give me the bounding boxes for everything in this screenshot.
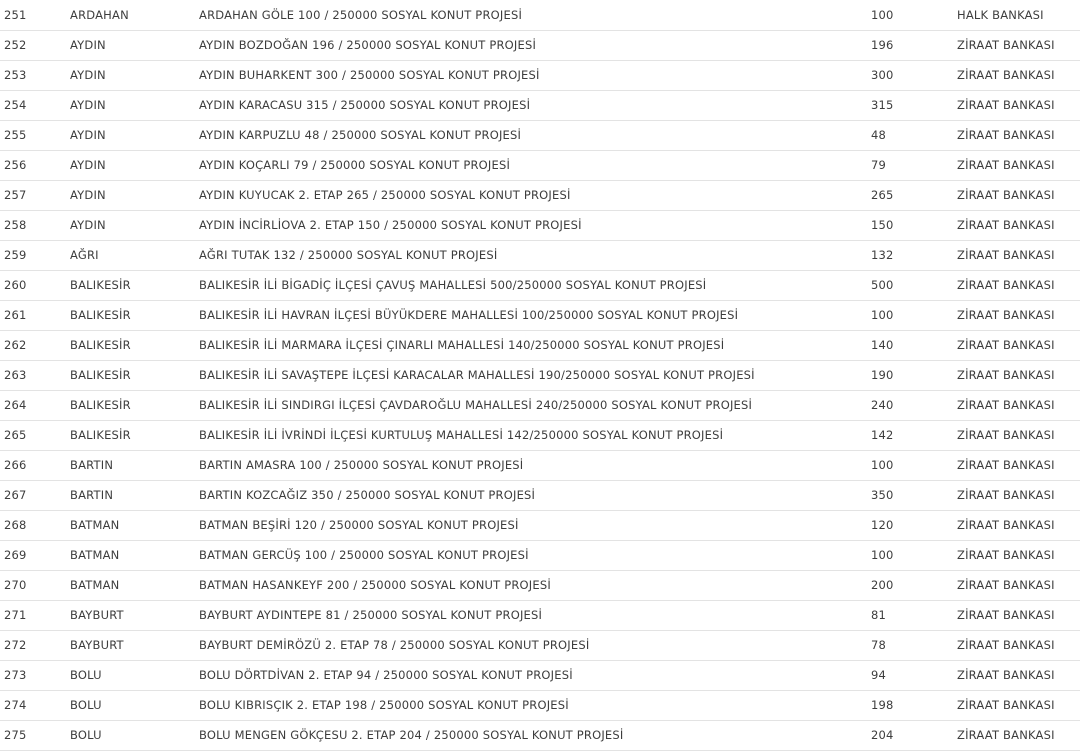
row-number: 269 bbox=[4, 548, 27, 562]
row-number: 255 bbox=[4, 128, 27, 142]
table-row bbox=[0, 240, 1080, 270]
unit-count-cell: 94 bbox=[871, 668, 887, 682]
bank-cell: ZİRAAT BANKASI bbox=[957, 578, 1055, 592]
unit-count-cell: 120 bbox=[871, 518, 894, 532]
project-name-cell: BOLU DÖRTDİVAN 2. ETAP 94 / 250000 SOSYAL KONUT PROJESİ bbox=[199, 668, 573, 682]
unit-count-cell: 78 bbox=[871, 638, 887, 652]
city-cell: AYDIN bbox=[70, 98, 106, 112]
bank-cell: ZİRAAT BANKASI bbox=[957, 428, 1055, 442]
bank-cell: ZİRAAT BANKASI bbox=[957, 98, 1055, 112]
project-name-cell: AYDIN KOÇARLI 79 / 250000 SOSYAL KONUT PROJESİ bbox=[199, 158, 511, 172]
table-row bbox=[0, 720, 1080, 750]
unit-count-cell: 500 bbox=[871, 278, 894, 292]
row-number: 261 bbox=[4, 308, 27, 322]
row-number: 275 bbox=[4, 728, 27, 742]
project-name-cell: AYDIN KARPUZLU 48 / 250000 SOSYAL KONUT PROJESİ bbox=[199, 128, 522, 142]
table-row bbox=[0, 570, 1080, 600]
bank-cell: ZİRAAT BANKASI bbox=[957, 488, 1055, 502]
table-row bbox=[0, 330, 1080, 360]
row-number: 260 bbox=[4, 278, 27, 292]
table-row bbox=[0, 90, 1080, 120]
bank-cell: ZİRAAT BANKASI bbox=[957, 188, 1055, 202]
bank-cell: ZİRAAT BANKASI bbox=[957, 728, 1055, 742]
row-number: 251 bbox=[4, 7, 27, 22]
unit-count-cell: 48 bbox=[871, 128, 887, 142]
city-cell: AYDIN bbox=[70, 68, 106, 82]
unit-count-cell: 100 bbox=[871, 7, 894, 22]
city-cell: BAYBURT bbox=[70, 608, 124, 622]
row-number: 259 bbox=[4, 248, 27, 262]
row-number: 257 bbox=[4, 188, 27, 202]
project-name-cell: ARDAHAN GÖLE 100 / 250000 SOSYAL KONUT PROJESİ bbox=[199, 7, 523, 22]
city-cell: ARDAHAN bbox=[70, 7, 129, 22]
bank-cell: ZİRAAT BANKASI bbox=[957, 638, 1055, 652]
city-cell: BOLU bbox=[70, 698, 102, 712]
city-cell: BALIKESİR bbox=[70, 308, 131, 322]
row-number: 272 bbox=[4, 638, 27, 652]
unit-count-cell: 100 bbox=[871, 548, 894, 562]
unit-count-cell: 140 bbox=[871, 338, 894, 352]
unit-count-cell: 300 bbox=[871, 68, 894, 82]
project-name-cell: BAYBURT DEMİRÖZÜ 2. ETAP 78 / 250000 SOSYAL KONUT PROJESİ bbox=[199, 638, 590, 652]
bank-cell: ZİRAAT BANKASI bbox=[957, 548, 1055, 562]
table-row bbox=[0, 450, 1080, 480]
unit-count-cell: 204 bbox=[871, 728, 894, 742]
bank-cell: ZİRAAT BANKASI bbox=[957, 608, 1055, 622]
unit-count-cell: 142 bbox=[871, 428, 894, 442]
project-name-cell: BOLU KIBRISÇIK 2. ETAP 198 / 250000 SOSYAL KONUT PROJESİ bbox=[199, 698, 569, 712]
bank-cell: ZİRAAT BANKASI bbox=[957, 668, 1055, 682]
city-cell: BALIKESİR bbox=[70, 368, 131, 382]
project-name-cell: BATMAN GERCÜŞ 100 / 250000 SOSYAL KONUT PROJESİ bbox=[199, 548, 529, 562]
unit-count-cell: 265 bbox=[871, 188, 894, 202]
row-number: 254 bbox=[4, 98, 27, 112]
project-name-cell: AYDIN KUYUCAK 2. ETAP 265 / 250000 SOSYAL KONUT PROJESİ bbox=[199, 188, 571, 202]
unit-count-cell: 350 bbox=[871, 488, 894, 502]
bank-cell: ZİRAAT BANKASI bbox=[957, 458, 1055, 472]
bank-cell: HALK BANKASI bbox=[957, 7, 1044, 22]
unit-count-cell: 100 bbox=[871, 458, 894, 472]
bank-cell: ZİRAAT BANKASI bbox=[957, 338, 1055, 352]
unit-count-cell: 198 bbox=[871, 698, 894, 712]
bank-cell: ZİRAAT BANKASI bbox=[957, 218, 1055, 232]
city-cell: AYDIN bbox=[70, 158, 106, 172]
bank-cell: ZİRAAT BANKASI bbox=[957, 38, 1055, 52]
row-number: 264 bbox=[4, 398, 27, 412]
row-number: 263 bbox=[4, 368, 27, 382]
row-number: 252 bbox=[4, 38, 27, 52]
unit-count-cell: 196 bbox=[871, 38, 894, 52]
table-row bbox=[0, 270, 1080, 300]
project-name-cell: BALIKESİR İLİ HAVRAN İLÇESİ BÜYÜKDERE MAHALLESİ 100/250000 SOSYAL KONUT PROJESİ bbox=[199, 308, 739, 322]
unit-count-cell: 150 bbox=[871, 218, 894, 232]
row-number: 274 bbox=[4, 698, 27, 712]
table-row bbox=[0, 360, 1080, 390]
row-number: 258 bbox=[4, 218, 27, 232]
city-cell: AĞRI bbox=[70, 248, 99, 262]
project-name-cell: BOLU MENGEN GÖKÇESU 2. ETAP 204 / 250000 SOSYAL KONUT PROJESİ bbox=[199, 728, 624, 742]
bank-cell: ZİRAAT BANKASI bbox=[957, 308, 1055, 322]
city-cell: BOLU bbox=[70, 668, 102, 682]
city-cell: BAYBURT bbox=[70, 638, 124, 652]
project-name-cell: AYDIN BUHARKENT 300 / 250000 SOSYAL KONUT PROJESİ bbox=[199, 68, 540, 82]
table-row bbox=[0, 660, 1080, 690]
row-number: 256 bbox=[4, 158, 27, 172]
table-row bbox=[0, 480, 1080, 510]
bank-cell: ZİRAAT BANKASI bbox=[957, 698, 1055, 712]
table-row bbox=[0, 630, 1080, 660]
project-name-cell: BAYBURT AYDINTEPE 81 / 250000 SOSYAL KONUT PROJESİ bbox=[199, 608, 543, 622]
project-name-cell: BATMAN BEŞİRİ 120 / 250000 SOSYAL KONUT PROJESİ bbox=[199, 518, 519, 532]
project-name-cell: BATMAN HASANKEYF 200 / 250000 SOSYAL KONUT PROJESİ bbox=[199, 578, 551, 592]
project-name-cell: BALIKESİR İLİ SAVAŞTEPE İLÇESİ KARACALAR MAHALLESİ 190/250000 SOSYAL KONUT PROJESİ bbox=[199, 368, 755, 382]
table-row bbox=[0, 120, 1080, 150]
table-row bbox=[0, 510, 1080, 540]
table-row bbox=[0, 210, 1080, 240]
unit-count-cell: 200 bbox=[871, 578, 894, 592]
table-row bbox=[0, 30, 1080, 60]
bank-cell: ZİRAAT BANKASI bbox=[957, 158, 1055, 172]
project-name-cell: BARTIN KOZCAĞIZ 350 / 250000 SOSYAL KONUT PROJESİ bbox=[199, 488, 536, 502]
row-number: 271 bbox=[4, 608, 27, 622]
table-row bbox=[0, 60, 1080, 90]
table-row bbox=[0, 0, 1080, 30]
project-name-cell: BARTIN AMASRA 100 / 250000 SOSYAL KONUT PROJESİ bbox=[199, 458, 524, 472]
table-row bbox=[0, 390, 1080, 420]
project-name-cell: AĞRI TUTAK 132 / 250000 SOSYAL KONUT PROJESİ bbox=[199, 248, 498, 262]
bank-cell: ZİRAAT BANKASI bbox=[957, 248, 1055, 262]
row-number: 265 bbox=[4, 428, 27, 442]
city-cell: BALIKESİR bbox=[70, 278, 131, 292]
project-name-cell: BALIKESİR İLİ MARMARA İLÇESİ ÇINARLI MAHALLESİ 140/250000 SOSYAL KONUT PROJESİ bbox=[199, 338, 725, 352]
city-cell: BATMAN bbox=[70, 518, 120, 532]
unit-count-cell: 81 bbox=[871, 608, 887, 622]
table-row bbox=[0, 540, 1080, 570]
bank-cell: ZİRAAT BANKASI bbox=[957, 278, 1055, 292]
project-name-cell: AYDIN KARACASU 315 / 250000 SOSYAL KONUT PROJESİ bbox=[199, 98, 531, 112]
project-name-cell: AYDIN BOZDOĞAN 196 / 250000 SOSYAL KONUT PROJESİ bbox=[199, 38, 537, 52]
project-name-cell: AYDIN İNCİRLİOVA 2. ETAP 150 / 250000 SOSYAL KONUT PROJESİ bbox=[199, 218, 582, 232]
city-cell: BARTIN bbox=[70, 458, 114, 472]
table-row bbox=[0, 420, 1080, 450]
city-cell: AYDIN bbox=[70, 128, 106, 142]
city-cell: BARTIN bbox=[70, 488, 114, 502]
bank-cell: ZİRAAT BANKASI bbox=[957, 518, 1055, 532]
bank-cell: ZİRAAT BANKASI bbox=[957, 128, 1055, 142]
unit-count-cell: 190 bbox=[871, 368, 894, 382]
unit-count-cell: 132 bbox=[871, 248, 894, 262]
table-row bbox=[0, 150, 1080, 180]
city-cell: BATMAN bbox=[70, 548, 120, 562]
bank-cell: ZİRAAT BANKASI bbox=[957, 368, 1055, 382]
project-name-cell: BALIKESİR İLİ İVRİNDİ İLÇESİ KURTULUŞ MAHALLESİ 142/250000 SOSYAL KONUT PROJESİ bbox=[199, 428, 724, 442]
city-cell: BOLU bbox=[70, 728, 102, 742]
row-number: 268 bbox=[4, 518, 27, 532]
unit-count-cell: 79 bbox=[871, 158, 887, 172]
bank-cell: ZİRAAT BANKASI bbox=[957, 68, 1055, 82]
table-row bbox=[0, 180, 1080, 210]
project-name-cell: BALIKESİR İLİ BİGADİÇ İLÇESİ ÇAVUŞ MAHALLESİ 500/250000 SOSYAL KONUT PROJESİ bbox=[199, 278, 707, 292]
row-number: 273 bbox=[4, 668, 27, 682]
row-number: 270 bbox=[4, 578, 27, 592]
table-row bbox=[0, 300, 1080, 330]
unit-count-cell: 315 bbox=[871, 98, 894, 112]
city-cell: BALIKESİR bbox=[70, 398, 131, 412]
city-cell: BATMAN bbox=[70, 578, 120, 592]
table-row bbox=[0, 600, 1080, 630]
table-row bbox=[0, 690, 1080, 720]
city-cell: BALIKESİR bbox=[70, 428, 131, 442]
row-number: 267 bbox=[4, 488, 27, 502]
bank-cell: ZİRAAT BANKASI bbox=[957, 398, 1055, 412]
project-name-cell: BALIKESİR İLİ SINDIRGI İLÇESİ ÇAVDAROĞLU MAHALLESİ 240/250000 SOSYAL KONUT PROJESİ bbox=[199, 398, 753, 412]
row-number: 253 bbox=[4, 68, 27, 82]
row-number: 262 bbox=[4, 338, 27, 352]
city-cell: AYDIN bbox=[70, 188, 106, 202]
row-number: 266 bbox=[4, 458, 27, 472]
city-cell: BALIKESİR bbox=[70, 338, 131, 352]
unit-count-cell: 240 bbox=[871, 398, 894, 412]
unit-count-cell: 100 bbox=[871, 308, 894, 322]
city-cell: AYDIN bbox=[70, 218, 106, 232]
city-cell: AYDIN bbox=[70, 38, 106, 52]
